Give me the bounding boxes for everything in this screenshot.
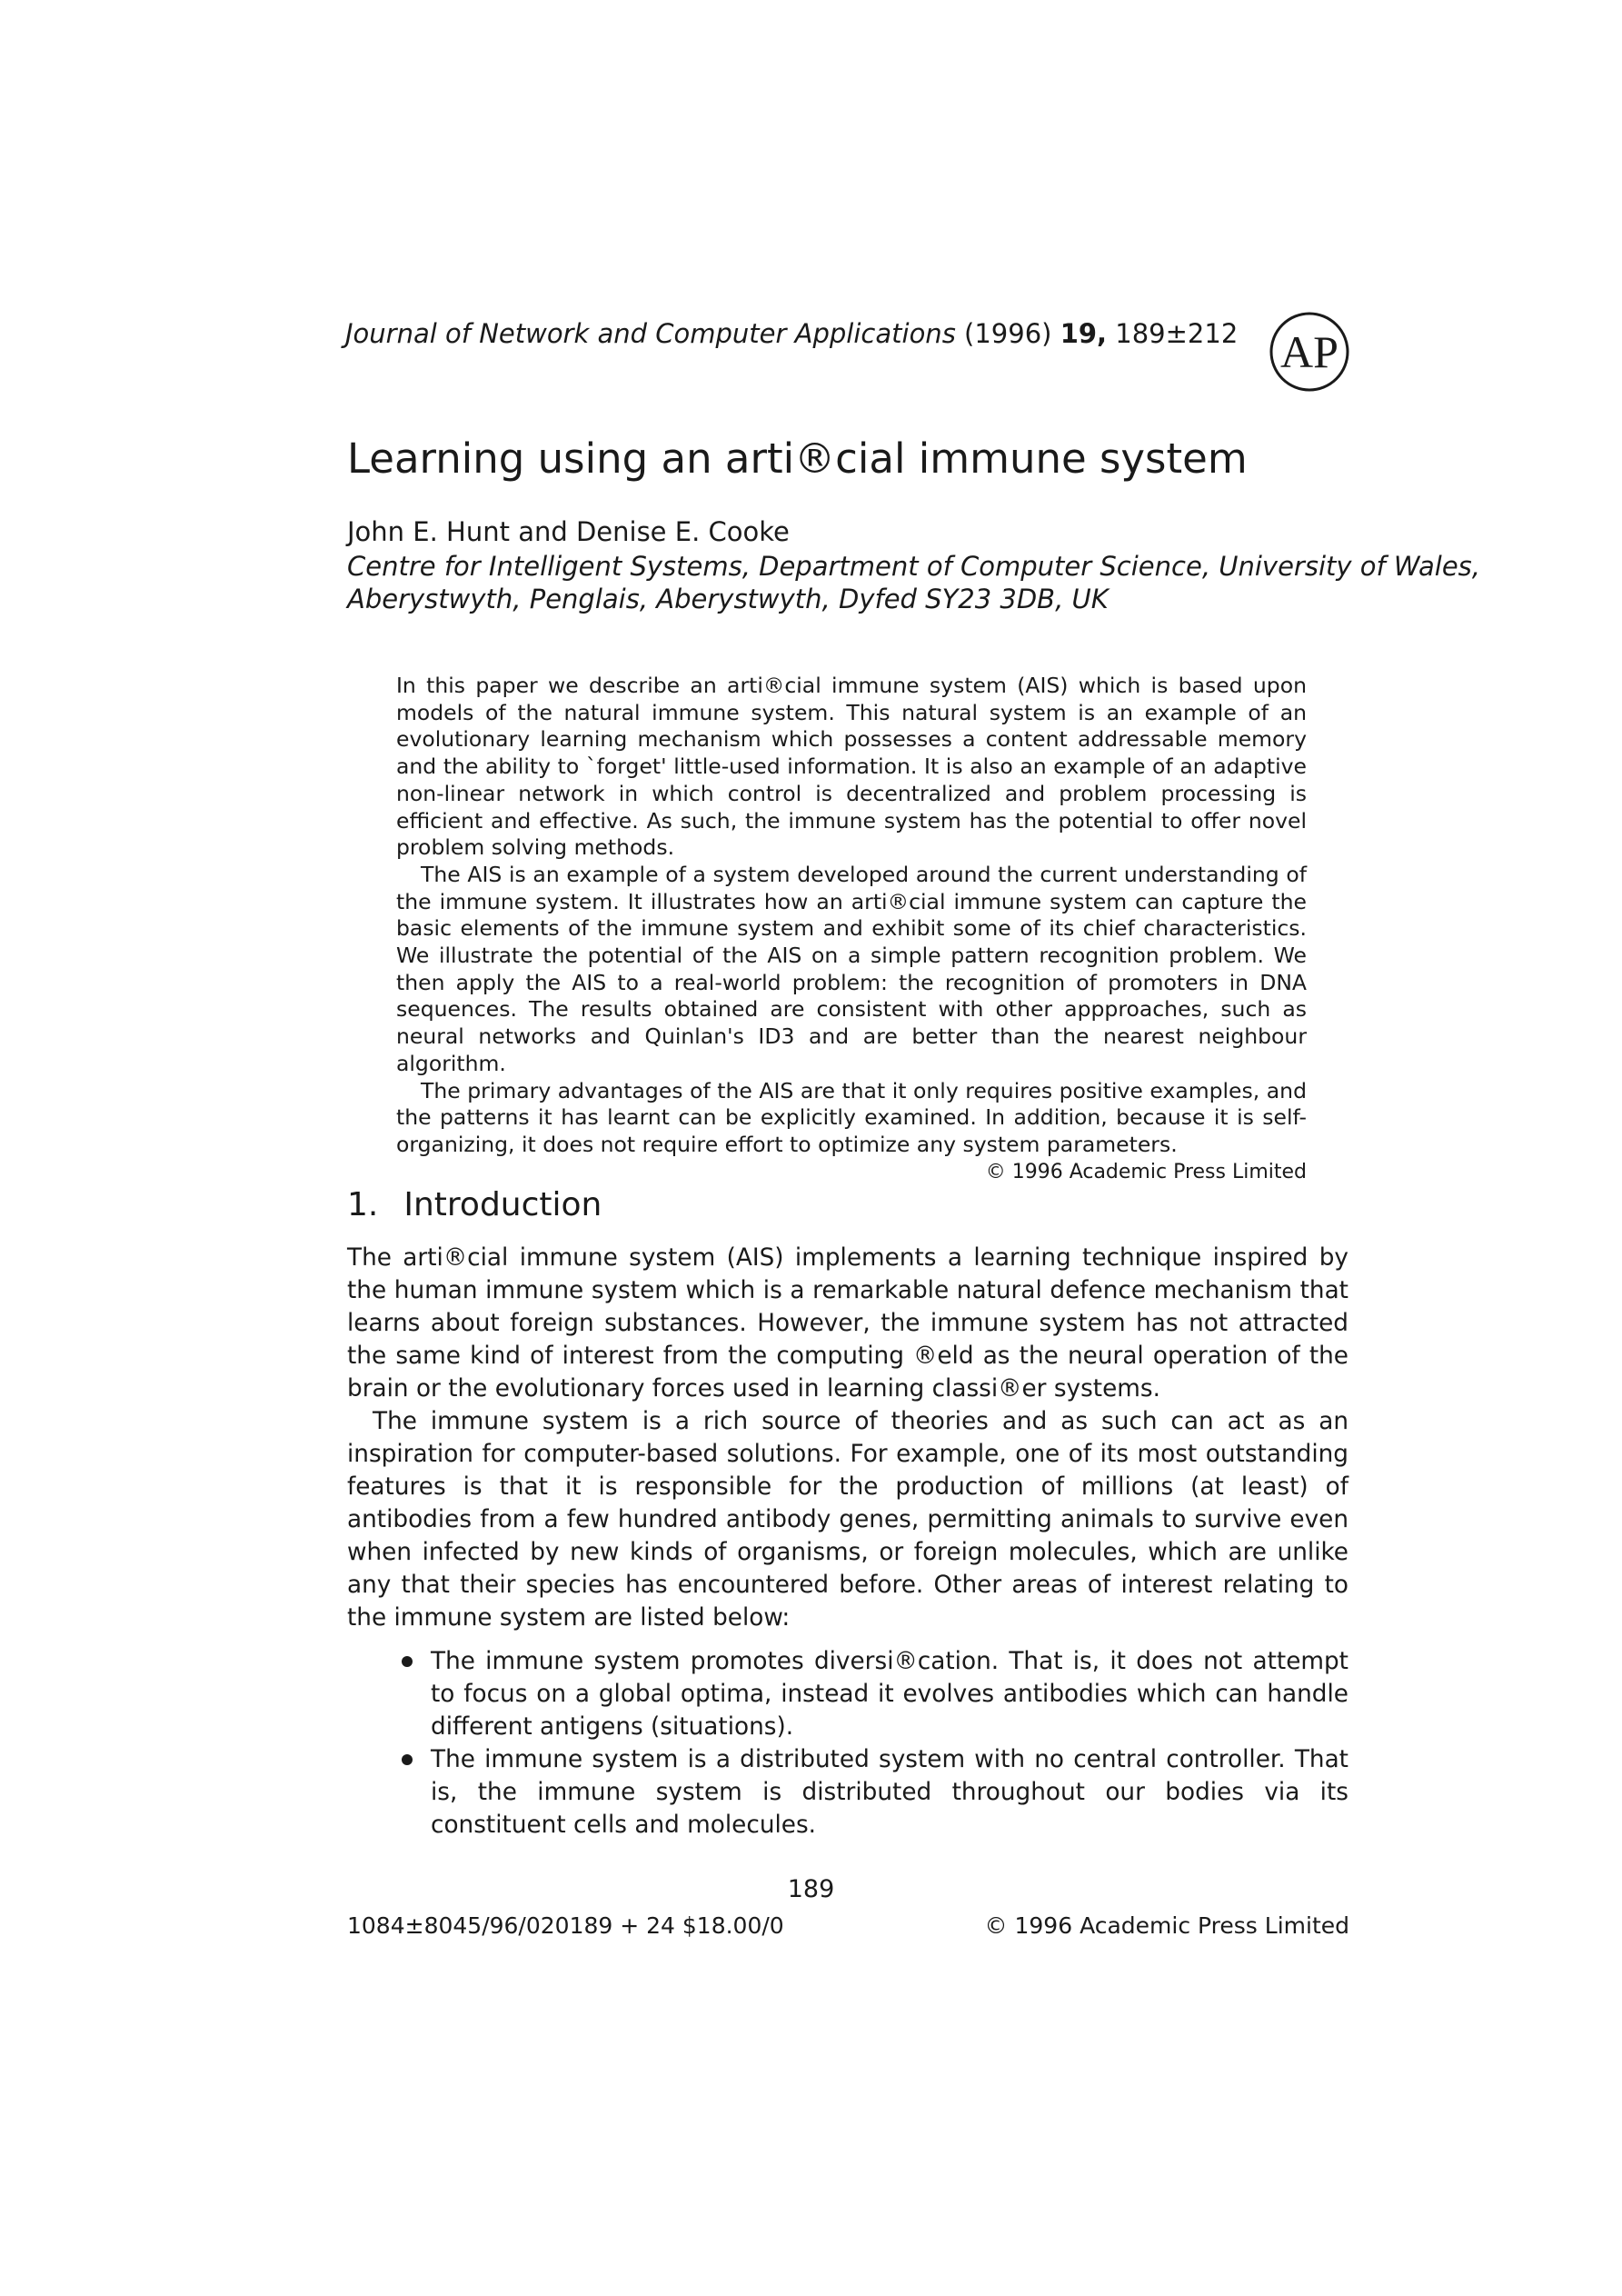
journal-year: (1996): [964, 318, 1052, 349]
bullet-icon: [402, 1656, 413, 1667]
abstract-paragraph: In this paper we describe an arti®cial immune system (AIS) which is based upon models of the natural immune system. This natural system is an example of an evolutionary learning mechanism which possesses a content addressable memory and the ability to `forget' little-used information. It is also an example of an adaptive non-linear network in which control is decentralized and problem processing is efficient and effective. As such, the immune system has the potential to offer novel problem solving methods.: [396, 673, 1307, 861]
abstract: [396, 673, 1307, 1185]
journal-citation: [345, 318, 1238, 349]
footer-copyright: © 1996 Academic Press Limited: [984, 1912, 1349, 1939]
abstract-paragraph: The AIS is an example of a system developed around the current understanding of the immune system. It illustrates how an arti®cial immune system can capture the basic elements of the immune system and exhibit some of its chief characteristics. We illustrate the potential of the AIS on a simple pattern recognition problem. We then apply the AIS to a real-world problem: the recognition of promoters in DNA sequences. The results obtained are consistent with other appproaches, such as neural networks and Quinlan's ID3 and are better than the nearest neighbour algorithm.: [396, 861, 1307, 1076]
journal-name: Journal of Network and Computer Applications: [345, 318, 956, 349]
author-list: John E. Hunt and Denise E. Cooke: [347, 516, 790, 547]
footer-code: 1084±8045/96/020189 + 24 $18.00/0: [347, 1912, 784, 1939]
section-title: Introduction: [403, 1186, 602, 1223]
bullet-text: The immune system is a distributed system with no central controller. That is, the immune system is distributed throughout our bodies via its constituent cells and molecules.: [431, 1746, 1348, 1839]
author-affiliation: [347, 550, 1481, 615]
section-heading: [347, 1186, 602, 1223]
bullet-list: [347, 1645, 1348, 1842]
body-paragraph: The arti®cial immune system (AIS) implements a learning technique inspired by the human immune system which is a remarkable natural defence mechanism that learns about foreign substances. However, the immune system has not attracted the same kind of interest from the computing ®eld as the neural operation of the brain or the evolutionary forces used in learning classi®er systems.: [347, 1244, 1348, 1403]
bullet-text: The immune system promotes diversi®cation. That is, it does not attempt to focus on a global optima, instead it evolves antibodies which can handle different antigens (situations).: [431, 1648, 1348, 1741]
journal-volume: 19,: [1060, 318, 1108, 349]
abstract-paragraph: The primary advantages of the AIS are that it only requires positive examples, and the patterns it has learnt can be explicitly examined. In addition, because it is self-organizing, it does not require effort to optimize any system parameters.: [396, 1077, 1307, 1157]
section-number: 1.: [347, 1186, 379, 1223]
bullet-item: [431, 1645, 1348, 1743]
publisher-logo-text: AP: [1280, 326, 1338, 377]
affiliation-line: Centre for Intelligent Systems, Department of Computer Science, University of Wales,: [347, 551, 1481, 582]
abstract-copyright: © 1996 Academic Press Limited: [985, 1160, 1307, 1183]
bullet-item: [431, 1743, 1348, 1842]
page-number: 189: [787, 1875, 835, 1903]
body-paragraph: The immune system is a rich source of theories and as such can act as an inspiration for computer-based solutions. For example, one of its most outstanding features is that it is responsible for the production of millions (at least) of antibodies from a few hundred antibody genes, permitting animals to survive even when infected by new kinds of organisms, or foreign molecules, which are unlike any that their species has encountered before. Other areas of interest relating to the immune system are listed below:: [347, 1408, 1348, 1632]
affiliation-line: Aberystwyth, Penglais, Aberystwyth, Dyfed SY23 3DB, UK: [347, 584, 1109, 614]
section-body: [347, 1242, 1348, 1842]
journal-pages: 189±212: [1115, 318, 1239, 349]
bullet-icon: [402, 1754, 413, 1765]
publisher-logo: [1269, 311, 1350, 393]
paper-title: Learning using an arti®cial immune system: [347, 434, 1248, 483]
